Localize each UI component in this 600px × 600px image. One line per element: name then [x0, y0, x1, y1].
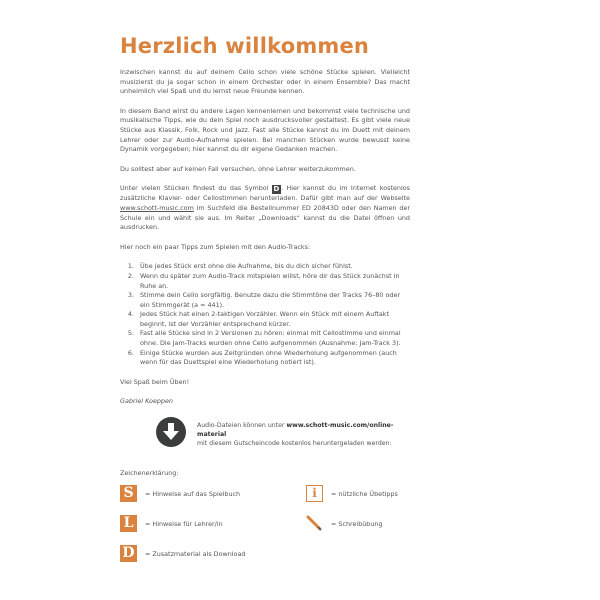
teacher-note-paragraph: Du solltest aber auf keinen Fall versuchen, ohne Lehrer weiterzukommen.	[120, 164, 356, 173]
audio-text-end: mit diesem Gutscheincode kostenlos heruntergeladen werden:	[197, 440, 392, 448]
legend-label: = Hinweise für Lehrer/in	[145, 519, 223, 528]
list-item: 2. Wenn du später zum Audio-Track mitspielen willst, höre dir das Stück zunächst in Ruhe an.	[136, 272, 410, 291]
download-paragraph	[120, 184, 410, 232]
audio-download-box	[120, 417, 410, 451]
legend-item-uebetipps	[306, 485, 398, 502]
spielbuch-icon: S	[120, 485, 137, 502]
download-icon	[156, 417, 186, 447]
legend-label: = nützliche Übetipps	[331, 489, 398, 498]
lehrer-icon: L	[120, 515, 137, 532]
info-icon: i	[306, 485, 323, 502]
page-title: Herzlich willkommen	[120, 34, 370, 58]
download-symbol-icon: D	[273, 185, 280, 194]
legend-label: = Zusatzmaterial als Download	[145, 549, 246, 558]
list-item: 6. Einige Stücke wurden aus Zeitgründen ohne Wiederholung aufgenommen (auch wenn für das Duettspiel eine Wiederholung notiert ist).	[136, 349, 410, 368]
online-material-link[interactable]: www.schott-music.com/online-material	[197, 422, 394, 439]
tips-list	[120, 262, 410, 368]
list-item: 5. Fast alle Stücke sind in 2 Versionen zu hören: einmal mit Cellostimme und einmal ohne. Die Jam-Tracks wurden ohne Cello aufgenommen (Ausnahme: Jam-Track 3).	[136, 329, 410, 348]
list-item: 4. Jedes Stück hat einen 2-taktigen Vorzähler. Wenn ein Stück mit einem Auftakt beginnt, ist der Vorzähler entsprechend kürzer.	[136, 310, 410, 329]
legend-item-download	[120, 545, 245, 562]
schott-website-link[interactable]: www.schott-music.com	[120, 203, 194, 212]
audio-download-text	[197, 421, 417, 448]
signature: Gabriel Koeppen	[120, 397, 173, 406]
closing-text: Viel Spaß beim Üben!	[120, 377, 190, 386]
list-item: 1. Übe jedes Stück erst ohne die Aufnahme, bis du dich sicher fühlst.	[136, 262, 410, 272]
download-text-start: Unter vielen Stücken findest du das Symbol	[120, 184, 269, 193]
legend-label: = Hinweise auf das Spielbuch	[145, 489, 241, 498]
list-item: 3. Stimme dein Cello sorgfältig. Benutze dazu die Stimmtöne der Tracks 76–80 oder ein Stimmgerät (a = 441).	[136, 291, 410, 310]
legend-item-schreibuebung	[306, 515, 383, 532]
audio-text-start: Audio-Dateien können unter	[197, 422, 285, 430]
document-page	[120, 30, 410, 595]
pencil-icon	[306, 515, 323, 532]
tips-intro: Hier noch ein paar Tipps zum Spielen mit den Audio-Tracks:	[120, 242, 311, 251]
legend-title: Zeichenerklärung:	[120, 469, 179, 478]
legend	[120, 485, 410, 595]
download-material-icon: D	[120, 545, 137, 562]
legend-item-lehrer	[120, 515, 223, 532]
content-paragraph: In diesem Band wirst du andere Lagen kennenlernen und bekommst viele technische und musikalische Tipps, wie du dein Spiel noch ausdrucksvoller gestaltest. Es gibt viele neue Stücke aus Klassik, Folk, Rock und Jazz. Fast alle Stücke kannst du im Duett mit deinem Lehrer oder zur Audio-Aufnahme spielen. Bei manchen Stücken wurde bewusst keine Dynamik vorgegeben; hier kannst du dir eigene Gedanken machen.	[120, 106, 410, 154]
legend-label: = Schreibübung	[331, 519, 383, 528]
download-text-end: im Suchfeld die Bestellnummer ED 20843D oder den Namen der Schule ein und wählt sie aus. Im Reiter „Downloads“ kannst du die Datei öffnen und ausdrucken.	[120, 203, 410, 232]
download-text-middle: . Hier kannst du im Internet kostenlos zusätzliche Klavier- oder Cellostimmen herunterladen. Dafür gibt man auf der Webseite	[120, 184, 410, 203]
legend-item-spielbuch	[120, 485, 240, 502]
intro-paragraph: Inzwischen kannst du auf deinem Cello schon viele schöne Stücke spielen. Vielleicht musizierst du ja sogar schon in einem Orchester oder in einem Ensemble? Das macht unheimlich viel Spaß und du lernst neue Freunde kennen.	[120, 68, 410, 96]
